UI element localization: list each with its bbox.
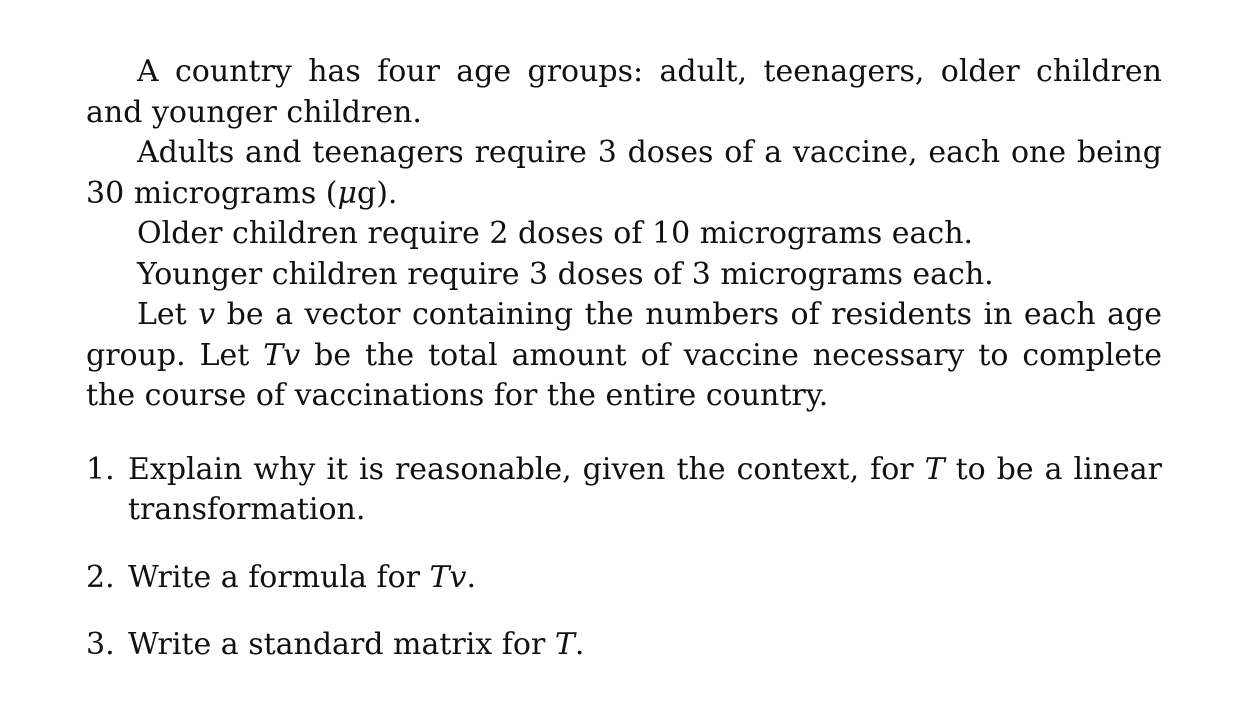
definition-text-start: Let — [137, 297, 199, 332]
younger-children-text: Younger children require 3 doses of 3 micrograms each. — [137, 256, 994, 292]
question-text-end: to be a linear transformation. — [128, 451, 1162, 527]
adults-dose-text: Adults and teenagers require 3 doses of a vaccine, each one being 30 micrograms ( — [86, 135, 1162, 211]
question-text: Write a formula for — [128, 559, 430, 595]
adults-dose-paragraph — [86, 133, 1162, 214]
math-t-symbol: T — [924, 451, 945, 487]
definition-paragraph — [86, 295, 1162, 417]
older-children-paragraph — [86, 214, 1162, 255]
mu-symbol: μ — [337, 175, 357, 211]
question-2 — [86, 558, 1162, 599]
definition-text-end: be the total amount of vaccine necessary to complete the course of vaccinations for the entire country. — [86, 337, 1162, 413]
definition-text-middle: be a vector containing the numbers of residents in each age group. Let — [86, 297, 1162, 373]
question-list — [86, 450, 1162, 666]
question-text: Write a standard matrix for — [128, 627, 555, 662]
question-1 — [86, 450, 1162, 531]
vector-v-symbol: v — [198, 297, 216, 332]
intro-text: A country has four age groups: adult, teenagers, older children and younger children. — [86, 54, 1162, 130]
transform-tv-symbol: Tv — [263, 337, 301, 373]
older-children-text: Older children require 2 doses of 10 micrograms each. — [137, 216, 974, 251]
question-number: 3. — [86, 627, 115, 662]
question-text-end: . — [574, 627, 585, 662]
problem-document — [86, 52, 1162, 666]
math-tv-symbol: Tv — [429, 559, 467, 595]
question-number: 2. — [86, 559, 115, 595]
question-text: Explain why it is reasonable, given the context, for — [128, 451, 925, 487]
question-text-end: . — [466, 559, 477, 595]
math-t-symbol: T — [554, 627, 575, 662]
question-3 — [86, 625, 1162, 666]
younger-children-paragraph — [86, 255, 1162, 296]
adults-dose-text-end: g). — [356, 175, 398, 211]
question-number: 1. — [86, 451, 115, 487]
intro-paragraph — [86, 52, 1162, 133]
